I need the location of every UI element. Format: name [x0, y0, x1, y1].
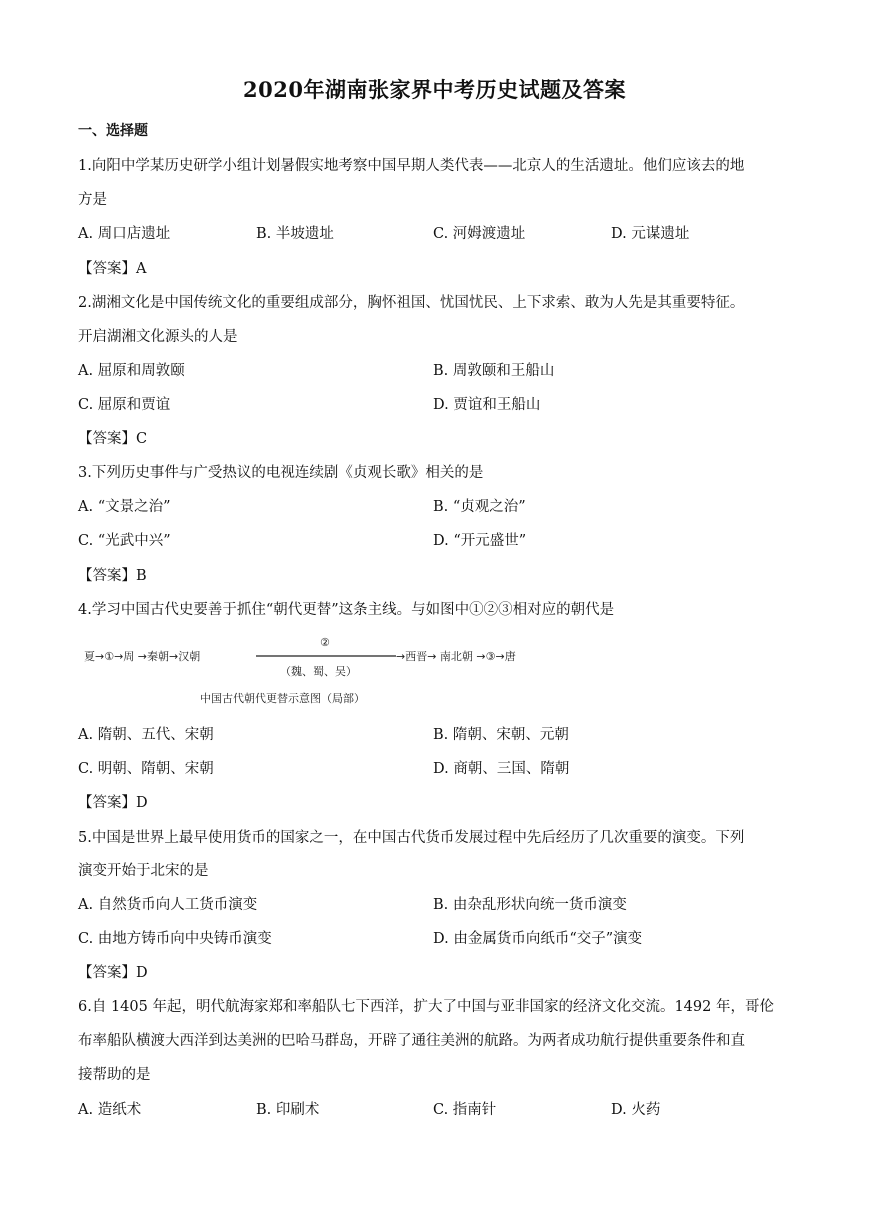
question-4-option-a: A. 隋朝、五代、宋朝: [78, 727, 214, 743]
question-5-option-b: B. 由杂乱形状向统一货币演变: [433, 897, 627, 913]
question-6-stem-line-1: 6.自 1405 年起，明代航海家郑和率船队七下西洋，扩大了中国与亚非国家的经济文化交流。1492 年，哥伦: [78, 999, 774, 1015]
question-2-stem-line-1: 2.湖湘文化是中国传统文化的重要组成部分，胸怀祖国、忧国忧民、上下求索、敢为人先是其重要特征。: [78, 295, 745, 311]
question-3-option-c: C. “光武中兴”: [78, 533, 171, 549]
question-1-stem-line-2: 方是: [78, 192, 107, 208]
question-4-option-b: B. 隋朝、宋朝、元朝: [433, 727, 569, 743]
question-6-stem-line-3: 接帮助的是: [78, 1067, 151, 1083]
question-2-option-b: B. 周敦颐和王船山: [433, 363, 555, 379]
question-6-option-b: B. 印刷术: [256, 1102, 320, 1118]
question-1-answer: 【答案】A: [78, 261, 147, 277]
diagram-mark-2: ②: [320, 636, 330, 649]
diagram-sequence-left: 夏→①→周 →秦朝→汉朝: [84, 650, 201, 663]
question-5-stem-line-1: 5.中国是世界上最早使用货币的国家之一，在中国古代货币发展过程中先后经历了几次重要的演变。下列: [78, 830, 745, 846]
question-5-answer: 【答案】D: [78, 965, 148, 981]
question-3-option-a: A. “文景之治”: [78, 499, 171, 515]
question-1-stem-line-1: 1.向阳中学某历史研学小组计划暑假实地考察中国早期人类代表——北京人的生活遗址。他们应该去的地: [78, 158, 745, 174]
question-3-stem-line-1: 3.下列历史事件与广受热议的电视连续剧《贞观长歌》相关的是: [78, 465, 484, 481]
dynasty-sequence-diagram: [84, 630, 584, 706]
question-3-option-b: B. “贞观之治”: [433, 499, 526, 515]
question-5-stem-line-2: 演变开始于北宋的是: [78, 863, 209, 879]
question-2-option-a: A. 屈原和周敦颐: [78, 363, 185, 379]
diagram-branch-label: （魏、蜀、吴）: [280, 665, 357, 678]
question-1-option-d: D. 元谋遗址: [611, 226, 690, 242]
question-2-stem-line-2: 开启湖湘文化源头的人是: [78, 329, 238, 345]
question-1-option-a: A. 周口店遗址: [78, 226, 171, 242]
question-2-answer: 【答案】C: [78, 431, 148, 447]
question-3-option-d: D. “开元盛世”: [433, 533, 527, 549]
question-3-answer: 【答案】B: [78, 568, 147, 584]
question-2-option-c: C. 屈原和贾谊: [78, 397, 171, 413]
question-6-option-d: D. 火药: [611, 1102, 661, 1118]
page-title: 2020年湖南张家界中考历史试题及答案: [243, 77, 626, 102]
diagram-sequence-right: →西晋→ 南北朝 →③→唐: [396, 650, 516, 663]
question-5-option-d: D. 由金属货币向纸币“交子”演变: [433, 931, 643, 947]
question-4-stem-line-1: 4.学习中国古代史要善于抓住“朝代更替”这条主线。与如图中①②③相对应的朝代是: [78, 602, 615, 618]
question-5-option-c: C. 由地方铸币向中央铸币演变: [78, 931, 272, 947]
question-4-option-d: D. 商朝、三国、隋朝: [433, 761, 570, 777]
question-6-option-a: A. 造纸术: [78, 1102, 142, 1118]
question-1-option-b: B. 半坡遗址: [256, 226, 334, 242]
question-1-option-c: C. 河姆渡遗址: [433, 226, 526, 242]
question-6-stem-line-2: 布率船队横渡大西洋到达美洲的巴哈马群岛，开辟了通往美洲的航路。为两者成功航行提供重要条件和直: [78, 1033, 745, 1049]
question-6-option-c: C. 指南针: [433, 1102, 497, 1118]
question-4-option-c: C. 明朝、隋朝、宋朝: [78, 761, 214, 777]
diagram-caption: 中国古代朝代更替示意图（局部）: [200, 692, 365, 705]
section-heading: 一、选择题: [78, 123, 148, 139]
question-4-answer: 【答案】D: [78, 795, 148, 811]
question-2-option-d: D. 贾谊和王船山: [433, 397, 541, 413]
question-5-option-a: A. 自然货币向人工货币演变: [78, 897, 258, 913]
